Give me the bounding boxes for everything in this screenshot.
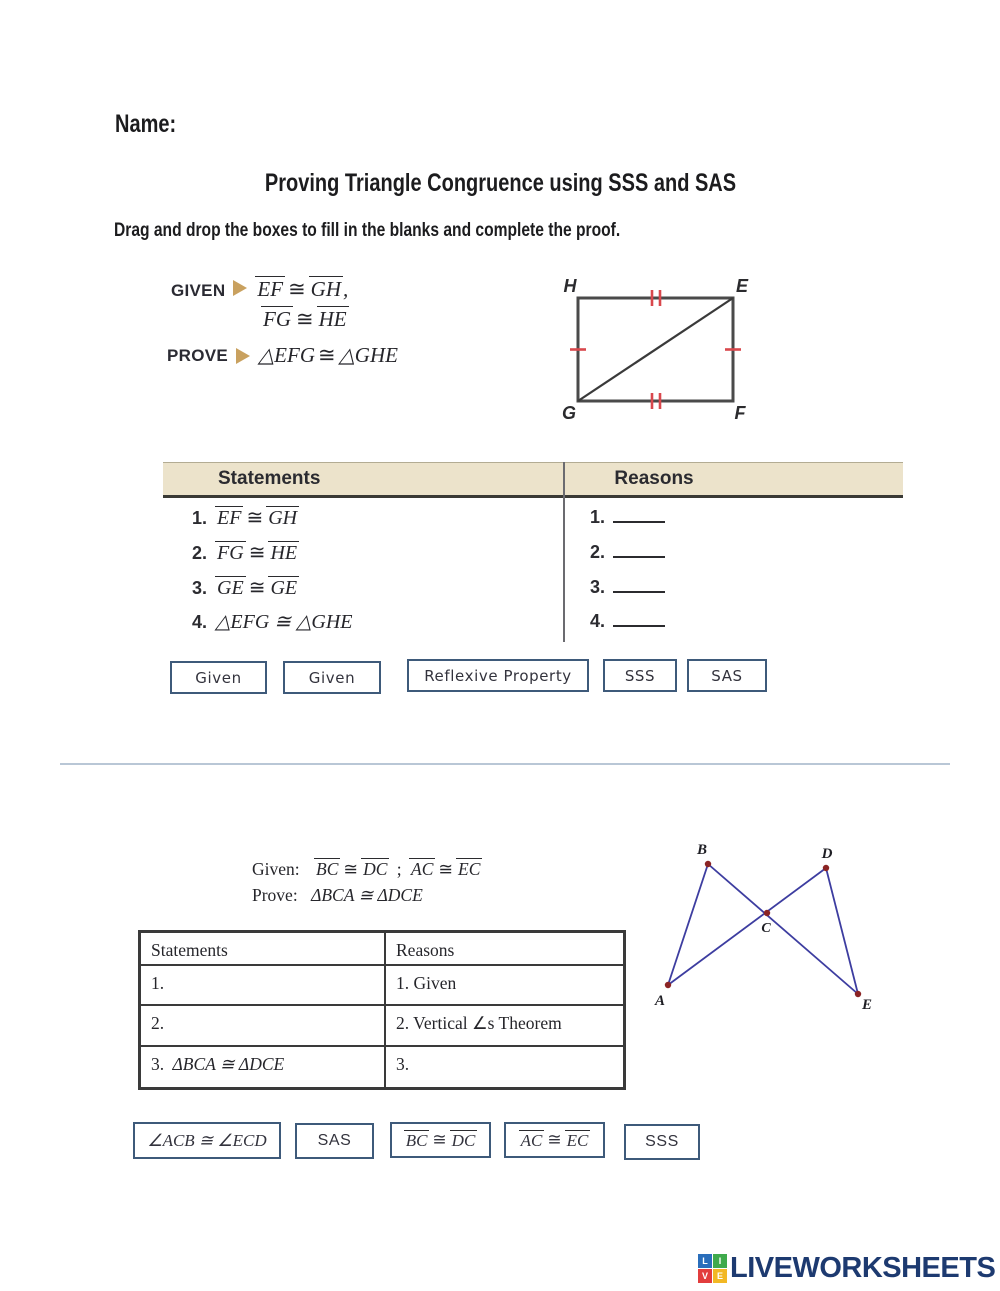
reason-1-drop-target[interactable] <box>613 507 665 523</box>
segment-BE <box>708 864 858 994</box>
vertex-dot-D <box>823 865 829 871</box>
reason-4-drop-target[interactable] <box>613 611 665 627</box>
table2-col-statements: Statements <box>140 932 385 965</box>
drag-chip-sss-2[interactable]: SSS <box>624 1124 700 1160</box>
drag-chip-segment-ac-ec[interactable]: AC ≅ EC <box>504 1122 605 1158</box>
drag-chip-sas-1[interactable]: SAS <box>687 659 767 692</box>
table1-column-divider <box>563 462 565 642</box>
logo-tile-l: L <box>698 1254 712 1268</box>
segment-DE <box>826 868 858 994</box>
section-divider <box>60 763 950 765</box>
proof2-prove-line: Prove: ΔBCA ≅ ΔDCE <box>252 885 423 905</box>
drag-chip-angle-congruence[interactable]: ∠ACB ≅ ∠ECD <box>133 1122 281 1159</box>
vertex-label-C: C <box>761 921 771 936</box>
given-statement-1: EF ≅ GH, <box>257 277 349 301</box>
statement-row-4: 4. △EFG ≅ △GHE <box>192 611 353 633</box>
table1-col-statements: Statements <box>218 468 321 489</box>
proof2-given-line: Given: BC ≅ DC ; AC ≅ EC <box>252 859 481 879</box>
statement-row-2: 2. FG ≅ HE <box>192 542 298 564</box>
statement-row-3: 3. GE ≅ GE <box>192 577 298 599</box>
segment-AB <box>668 864 708 985</box>
reason-3-drop-target[interactable] <box>613 577 665 593</box>
table2-statement-2-drop-target[interactable]: 2. <box>140 1005 385 1046</box>
instruction-text: Drag and drop the boxes to fill in the blanks and complete the proof. <box>114 219 621 241</box>
prove-statement: △EFG ≅ △GHE <box>258 343 398 367</box>
given-arrow-icon <box>233 280 247 296</box>
proof2-given-label: Given: <box>252 859 300 879</box>
segment-AD <box>668 868 826 985</box>
prove-arrow-icon <box>236 348 250 364</box>
table2-statement-1-drop-target[interactable]: 1. <box>140 965 385 1005</box>
prove-label: PROVE <box>167 345 229 365</box>
vertex-label-A: A <box>654 993 666 1009</box>
reason-row-3: 3. <box>590 577 665 598</box>
liveworksheets-brand-text: LIVEWORKSHEETS <box>730 1252 996 1284</box>
page-title: Proving Triangle Congruence using SSS and SAS <box>264 169 736 197</box>
logo-tile-v: V <box>698 1269 712 1283</box>
vertex-dot-A <box>665 982 671 988</box>
vertex-dot-C <box>764 910 770 916</box>
reason-row-2: 2. <box>590 542 665 563</box>
given-block <box>171 276 349 332</box>
prove-block <box>167 343 398 368</box>
bowtie-diagram <box>638 833 888 1013</box>
drag-chip-given-2[interactable]: Given <box>283 661 381 694</box>
table2-reason-3-drop-target[interactable]: 3. <box>385 1046 624 1088</box>
vertex-label-E: E <box>735 276 749 296</box>
vertex-dot-B <box>705 861 711 867</box>
vertex-dot-E <box>855 991 861 997</box>
reason-row-1: 1. <box>590 507 665 528</box>
drag-chip-segment-bc-dc[interactable]: BC ≅ DC <box>390 1122 491 1158</box>
drag-chip-reflexive-property[interactable]: Reflexive Property <box>407 659 589 692</box>
diagonal-GE <box>578 298 733 401</box>
liveworksheets-tiles-icon <box>698 1254 727 1283</box>
vertex-label-E: E <box>861 997 873 1013</box>
drag-chip-sas-2[interactable]: SAS <box>295 1123 374 1159</box>
name-label-text: Name: <box>115 110 177 138</box>
table1-col-reasons: Reasons <box>614 468 694 489</box>
given-statement-2: FG ≅ HE <box>263 307 347 331</box>
given-label: GIVEN <box>171 281 226 300</box>
reason-2-drop-target[interactable] <box>613 542 665 558</box>
vertex-label-H: H <box>563 276 577 296</box>
table2-reason-1: 1. Given <box>385 965 624 1005</box>
rectangle-diagram <box>556 274 756 424</box>
liveworksheets-logo <box>698 1252 995 1285</box>
vertex-label-G: G <box>561 403 577 423</box>
table2-col-reasons: Reasons <box>385 932 624 965</box>
drag-chip-sss-1[interactable]: SSS <box>603 659 677 692</box>
logo-tile-i: I <box>713 1254 727 1268</box>
logo-tile-e: E <box>713 1269 727 1283</box>
table2-statement-3: 3. ΔBCA ≅ ΔDCE <box>140 1046 385 1088</box>
vertex-label-B: B <box>696 842 708 858</box>
name-label <box>115 110 191 139</box>
vertex-label-D: D <box>821 846 833 862</box>
table1-header <box>163 462 903 498</box>
vertex-label-F: F <box>734 403 746 423</box>
reason-row-4: 4. <box>590 611 665 632</box>
table2-reason-2: 2. Vertical ∠s Theorem <box>385 1005 624 1046</box>
statement-row-1: 1. EF ≅ GH <box>192 507 298 529</box>
drag-chip-given-1[interactable]: Given <box>170 661 267 694</box>
proof2-prove-label: Prove: <box>252 885 298 905</box>
proof2-table <box>138 930 626 1090</box>
